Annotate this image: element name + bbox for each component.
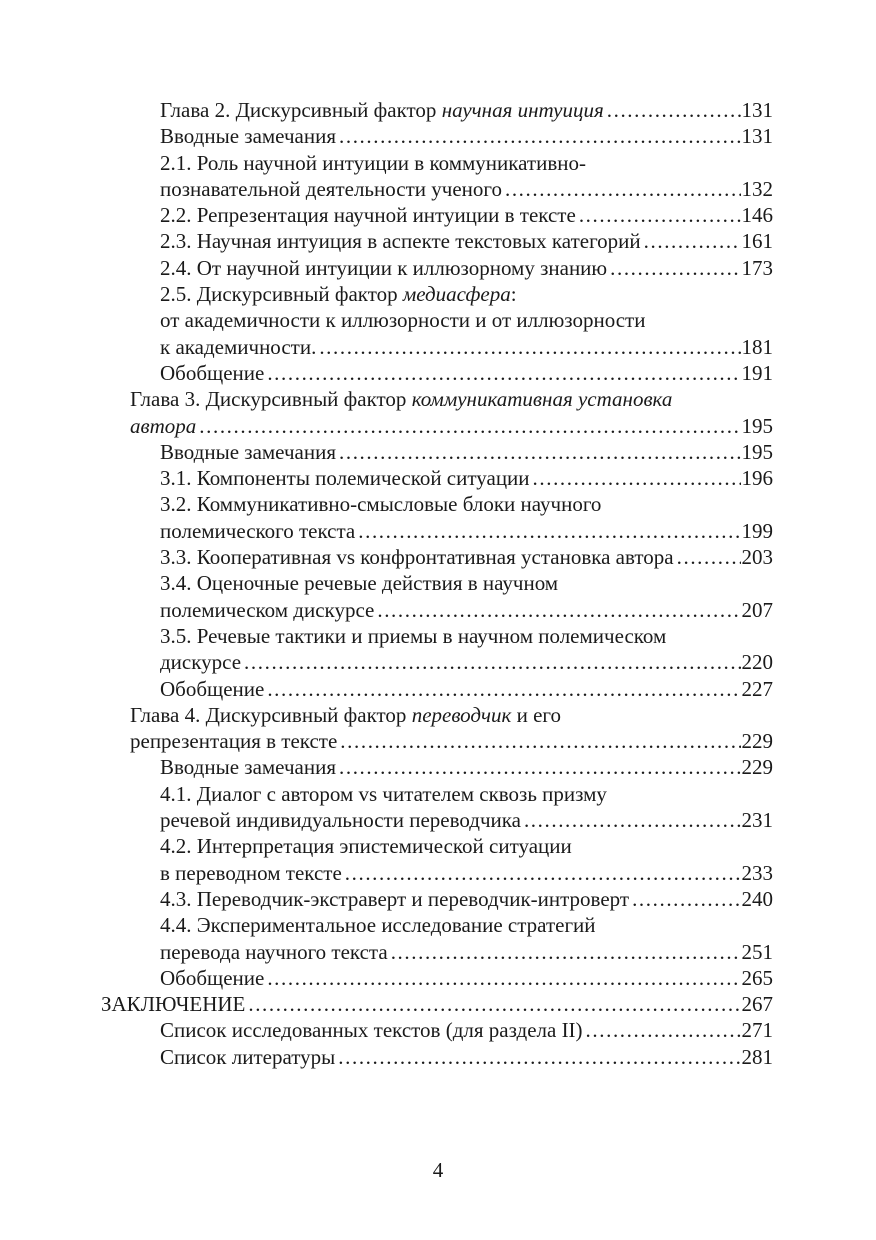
toc-entry-title bbox=[160, 176, 502, 202]
toc-italic-term: переводчик bbox=[411, 702, 512, 727]
toc-page-number: 132 bbox=[741, 176, 773, 201]
toc-entry-title bbox=[160, 151, 586, 175]
toc-text: 2.1. Роль научной интуиции в коммуникативно- bbox=[160, 150, 586, 175]
toc-entry-title bbox=[130, 413, 196, 439]
toc-text: Глава 2. Дискурсивный фактор bbox=[160, 98, 442, 122]
toc-text: в переводном тексте bbox=[160, 860, 342, 885]
toc-text: 3.2. Коммуникативно-смысловые блоки научного bbox=[160, 492, 602, 517]
dot-leader bbox=[677, 544, 741, 570]
toc-italic-term: медиасфера bbox=[402, 282, 511, 307]
toc-text: 4.2. Интерпретация эпистемической ситуации bbox=[160, 834, 572, 859]
toc-text: познавательной деятельности ученого bbox=[160, 176, 502, 201]
toc-page-number: 233 bbox=[741, 860, 773, 885]
toc-page-number: 251 bbox=[741, 939, 773, 964]
dot-leader bbox=[505, 176, 741, 202]
toc-text: от академичности к иллюзорности и от иллюзорности bbox=[160, 308, 646, 333]
toc-text: Обобщение bbox=[160, 965, 265, 990]
toc-text: : bbox=[510, 282, 517, 307]
toc-text: 4.3. Переводчик-экстраверт и переводчик-интроверт bbox=[160, 886, 630, 911]
toc-entry-title bbox=[130, 703, 561, 727]
dot-leader bbox=[339, 754, 741, 780]
dot-leader bbox=[244, 649, 740, 675]
toc-entry-title bbox=[130, 387, 672, 411]
toc-page-number: 231 bbox=[741, 808, 773, 833]
toc-line bbox=[0, 491, 876, 517]
toc-text: Глава 3. Дискурсивный фактор bbox=[130, 387, 412, 412]
toc-text: 2.3. Научная интуиция в аспекте текстовых категорий bbox=[160, 229, 641, 254]
toc-text: 2.4. От научной интуиции к иллюзорному знанию bbox=[160, 255, 608, 280]
toc-text: 2.2. Репрезентация научной интуиции в тексте bbox=[160, 203, 576, 228]
toc-line bbox=[0, 307, 876, 333]
dot-leader bbox=[533, 465, 741, 491]
toc-text: к академичности. bbox=[160, 334, 317, 359]
toc-line bbox=[0, 649, 773, 675]
toc-entry-title bbox=[160, 860, 342, 886]
dot-leader bbox=[267, 360, 740, 386]
dot-leader bbox=[339, 123, 741, 149]
toc-text: Обобщение bbox=[160, 360, 265, 385]
dot-leader bbox=[267, 965, 740, 991]
dot-leader bbox=[319, 334, 740, 360]
toc-page-number: 229 bbox=[741, 729, 773, 754]
toc-italic-term: коммуникативная установка bbox=[411, 387, 673, 412]
toc-page-number: 191 bbox=[741, 360, 773, 385]
dot-leader bbox=[339, 439, 741, 465]
toc-text: 3.5. Речевые тактики и приемы в научном полемическом bbox=[160, 623, 667, 648]
dot-leader bbox=[248, 991, 740, 1017]
toc-entry-title bbox=[160, 202, 576, 228]
toc-entry-title bbox=[160, 492, 601, 516]
toc-page-number: 220 bbox=[741, 650, 773, 675]
toc-line bbox=[0, 413, 773, 439]
toc-entry-title bbox=[160, 886, 629, 912]
toc-line bbox=[0, 544, 773, 570]
toc-entry-title bbox=[160, 649, 241, 675]
toc-entry-title bbox=[160, 807, 521, 833]
toc-page-number: 131 bbox=[741, 98, 773, 122]
toc-entry-title bbox=[160, 571, 558, 595]
toc-entry-title bbox=[130, 728, 337, 754]
toc-entry-title bbox=[160, 597, 374, 623]
dot-leader bbox=[579, 202, 741, 228]
toc-line bbox=[0, 912, 876, 938]
dot-leader bbox=[607, 97, 741, 123]
toc-page-number: 203 bbox=[741, 545, 773, 570]
toc-line bbox=[0, 123, 773, 149]
dot-leader bbox=[199, 413, 740, 439]
toc-entry-title bbox=[160, 282, 517, 306]
toc-text: 3.1. Компоненты полемической ситуации bbox=[160, 466, 530, 491]
toc-text: Обобщение bbox=[160, 676, 265, 701]
toc-entry-title bbox=[160, 782, 607, 806]
toc-entry-title bbox=[160, 360, 264, 386]
dot-leader bbox=[345, 860, 741, 886]
toc-line bbox=[0, 255, 773, 281]
toc-text: Глава 4. Дискурсивный фактор bbox=[130, 702, 412, 727]
toc-line bbox=[0, 150, 876, 176]
toc-page-number: 265 bbox=[741, 965, 773, 990]
toc-line bbox=[0, 439, 773, 465]
toc-line bbox=[0, 939, 773, 965]
toc-page-number: 271 bbox=[741, 1018, 773, 1043]
toc-text: репрезентация в тексте bbox=[130, 729, 338, 754]
toc-page-number: 207 bbox=[741, 597, 773, 622]
toc-line bbox=[0, 807, 773, 833]
toc-text: полемическом дискурсе bbox=[160, 597, 375, 622]
toc-line bbox=[0, 465, 773, 491]
toc-page-number: 195 bbox=[741, 439, 773, 464]
toc-text: перевода научного текста bbox=[160, 939, 388, 964]
toc-text: 3.3. Кооперативная vs конфронтативная установка автора bbox=[160, 545, 674, 570]
page-number: 4 bbox=[432, 1158, 444, 1182]
toc-entry-title bbox=[160, 308, 645, 332]
toc-line bbox=[0, 1017, 773, 1043]
toc-line bbox=[0, 781, 876, 807]
toc-entry-title bbox=[160, 544, 674, 570]
toc-line bbox=[0, 518, 773, 544]
toc-text: ЗАКЛЮЧЕНИЕ bbox=[101, 992, 246, 1017]
toc-italic-term: научная интуиция bbox=[441, 98, 604, 122]
toc-text: 4.4. Экспериментальное исследование стратегий bbox=[160, 913, 596, 938]
toc-entry-title bbox=[160, 1044, 335, 1070]
dot-leader bbox=[267, 676, 740, 702]
dot-leader bbox=[632, 886, 740, 912]
toc-entry-title bbox=[160, 123, 336, 149]
toc-entry-title bbox=[160, 334, 316, 360]
toc-line bbox=[0, 886, 773, 912]
toc-text: 2.5. Дискурсивный фактор bbox=[160, 282, 403, 307]
toc-entry-title bbox=[160, 834, 572, 858]
toc-line bbox=[0, 728, 773, 754]
toc-entry-title bbox=[160, 754, 336, 780]
toc-entry-title bbox=[160, 913, 596, 937]
toc-entry-title bbox=[160, 97, 604, 123]
toc-page-number: 181 bbox=[741, 334, 773, 359]
toc-page-number: 161 bbox=[741, 229, 773, 254]
toc-line bbox=[0, 833, 876, 859]
toc-page-number: 199 bbox=[741, 518, 773, 543]
toc-line bbox=[0, 702, 876, 728]
toc-line bbox=[0, 991, 773, 1017]
toc-line bbox=[0, 1044, 773, 1070]
toc-line bbox=[0, 360, 773, 386]
toc-text: 3.4. Оценочные речевые действия в научном bbox=[160, 571, 559, 596]
toc-entry-title bbox=[101, 991, 245, 1017]
toc-italic-term: автора bbox=[130, 413, 197, 438]
toc-page-number: 173 bbox=[741, 255, 773, 280]
dot-leader bbox=[340, 728, 740, 754]
toc-line bbox=[0, 570, 876, 596]
toc-text: речевой индивидуальности переводчика bbox=[160, 808, 521, 833]
dot-leader bbox=[644, 228, 741, 254]
toc-text: Список исследованных текстов (для раздела II) bbox=[160, 1018, 583, 1043]
dot-leader bbox=[524, 807, 741, 833]
toc-text: Вводные замечания bbox=[160, 124, 336, 149]
toc-page-number: 195 bbox=[741, 413, 773, 438]
table-of-contents bbox=[0, 97, 876, 1070]
toc-page-number: 229 bbox=[741, 755, 773, 780]
dot-leader bbox=[338, 1044, 740, 1070]
toc-entry-title bbox=[160, 965, 264, 991]
toc-line bbox=[0, 228, 773, 254]
toc-page-number: 131 bbox=[741, 124, 773, 149]
toc-text: Вводные замечания bbox=[160, 755, 336, 780]
dot-leader bbox=[610, 255, 740, 281]
toc-entry-title bbox=[160, 939, 388, 965]
toc-text: полемического текста bbox=[160, 518, 356, 543]
toc-page-number: 146 bbox=[741, 203, 773, 228]
toc-line bbox=[0, 202, 773, 228]
toc-line bbox=[0, 97, 773, 123]
toc-line bbox=[0, 334, 773, 360]
toc-line bbox=[0, 176, 773, 202]
toc-entry-title bbox=[160, 255, 607, 281]
toc-entry-title bbox=[160, 465, 530, 491]
toc-entry-title bbox=[160, 439, 336, 465]
toc-line bbox=[0, 860, 773, 886]
toc-text: и его bbox=[511, 702, 562, 727]
dot-leader bbox=[358, 518, 740, 544]
toc-page-number: 227 bbox=[741, 676, 773, 701]
toc-text: 4.1. Диалог с автором vs читателем сквозь призму bbox=[160, 781, 607, 806]
toc-line bbox=[0, 754, 773, 780]
toc-entry-title bbox=[160, 1017, 583, 1043]
toc-entry-title bbox=[160, 676, 264, 702]
toc-page-number: 240 bbox=[741, 886, 773, 911]
toc-entry-title bbox=[160, 228, 641, 254]
toc-page-number: 196 bbox=[741, 466, 773, 491]
toc-line bbox=[0, 386, 876, 412]
dot-leader bbox=[586, 1017, 741, 1043]
toc-line bbox=[0, 676, 773, 702]
toc-entry-title bbox=[160, 518, 355, 544]
toc-line bbox=[0, 965, 773, 991]
toc-entry-title bbox=[160, 624, 666, 648]
toc-line bbox=[0, 281, 876, 307]
toc-text: Список литературы bbox=[160, 1044, 336, 1069]
toc-text: Вводные замечания bbox=[160, 439, 336, 464]
dot-leader bbox=[391, 939, 741, 965]
toc-page-number: 267 bbox=[741, 992, 773, 1017]
toc-line bbox=[0, 623, 876, 649]
dot-leader bbox=[377, 597, 740, 623]
toc-text: дискурсе bbox=[160, 650, 242, 675]
toc-line bbox=[0, 597, 773, 623]
toc-page-number: 281 bbox=[741, 1044, 773, 1069]
